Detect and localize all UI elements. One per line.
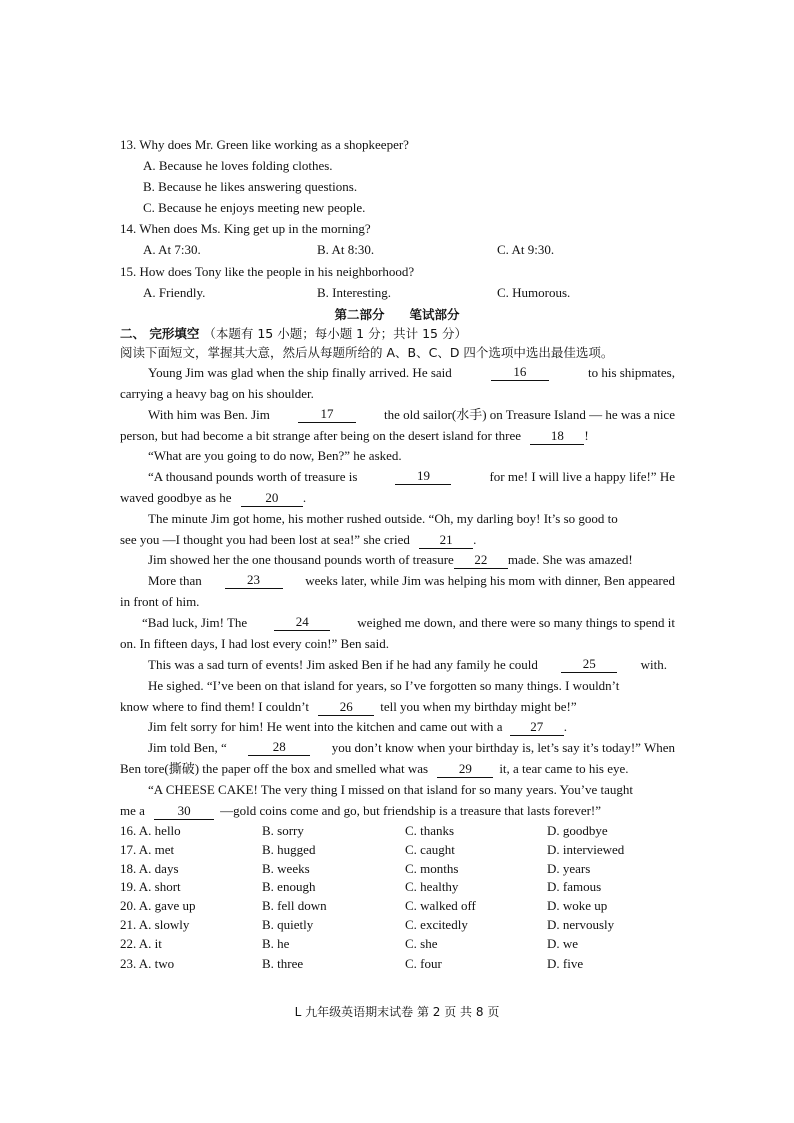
- passage-line: The minute Jim got home, his mother rushed outside. “Oh, my darling boy! It’s so good to: [148, 511, 618, 526]
- question-14-option-b: B. At 8:30.: [317, 242, 375, 257]
- choice-18-d: D. years: [547, 861, 591, 876]
- passage-line: Jim felt sorry for him! He went into the kitchen and came out with a 27 .: [148, 719, 568, 734]
- passage-line: on. In fifteen days, I had lost every coin!” Ben said.: [120, 636, 389, 651]
- passage-line: “A thousand pounds worth of treasure is 19 for me! I will live a happy life!” He: [148, 468, 675, 484]
- question-15-option-a: A. Friendly.: [143, 285, 206, 300]
- section-note: （本题有 15 小题；每小题 1 分；共计 15 分）: [203, 326, 467, 341]
- choice-20-a: 20. A. gave up: [120, 898, 196, 913]
- choice-20-d: D. woke up: [547, 898, 608, 913]
- choice-21-c: C. excitedly: [405, 917, 468, 932]
- blank-27: 27: [510, 720, 564, 736]
- question-14-option-a: A. At 7:30.: [143, 242, 201, 257]
- question-13-option-a: A. Because he loves folding clothes.: [143, 158, 333, 173]
- blank-16: 16: [491, 365, 549, 381]
- blank-26: 26: [318, 700, 374, 716]
- passage-line: With him was Ben. Jim 17 the old sailor(水手) on Treasure Island — he was a nice: [148, 406, 675, 422]
- choice-22-d: D. we: [547, 936, 579, 951]
- question-15-option-b: B. Interesting.: [317, 285, 392, 300]
- passage-line: “Bad luck, Jim! The 24 weighed me down, and there were so many things to spend it: [142, 614, 675, 630]
- blank-23: 23: [225, 573, 283, 589]
- choice-16-c: C. thanks: [405, 823, 455, 838]
- choice-23-b: B. three: [262, 956, 304, 971]
- blank-30: 30: [154, 804, 214, 820]
- blank-22: 22: [454, 553, 508, 569]
- choice-20-b: B. fell down: [262, 898, 327, 913]
- choice-16-a: 16. A. hello: [120, 823, 181, 838]
- choice-22-c: C. she: [405, 936, 438, 951]
- choice-22-b: B. he: [262, 936, 290, 951]
- question-15: 15. How does Tony like the people in his neighborhood?: [120, 264, 415, 279]
- blank-24: 24: [274, 615, 330, 631]
- passage-line: He sighed. “I’ve been on that island for years, so I’ve forgotten so many things. I wouldn’t: [148, 678, 620, 693]
- question-14-option-c: C. At 9:30.: [497, 242, 555, 257]
- choice-17-c: C. caught: [405, 842, 455, 857]
- choice-19-b: B. enough: [262, 879, 316, 894]
- choice-19-a: 19. A. short: [120, 879, 181, 894]
- blank-28: 28: [248, 740, 310, 756]
- page-footer: L 九年级英语期末试卷 第 2 页 共 8 页: [294, 1005, 500, 1019]
- passage-line: know where to find them! I couldn’t 26 tell you when my birthday might be!”: [120, 699, 577, 714]
- passage-line: “A CHEESE CAKE! The very thing I missed on that island for so many years. You’ve taught: [148, 782, 634, 797]
- passage-line: see you —I thought you had been lost at sea!” she cried 21 .: [120, 532, 477, 547]
- choice-20-c: C. walked off: [405, 898, 476, 913]
- choice-18-a: 18. A. days: [120, 861, 179, 876]
- choice-19-d: D. famous: [547, 879, 602, 894]
- question-13-option-b: B. Because he likes answering questions.: [143, 179, 358, 194]
- choice-17-a: 17. A. met: [120, 842, 175, 857]
- choice-17-d: D. interviewed: [547, 842, 625, 857]
- passage-line: carrying a heavy bag on his shoulder.: [120, 386, 314, 401]
- blank-20: 20: [241, 491, 303, 507]
- choice-22-a: 22. A. it: [120, 936, 162, 951]
- blank-19: 19: [395, 469, 451, 485]
- blank-29: 29: [437, 762, 493, 778]
- passage-line: Jim told Ben, “ 28 you don’t know when your birthday is, let’s say it’s today!” When: [148, 739, 675, 755]
- choice-18-b: B. weeks: [262, 861, 310, 876]
- passage-line: me a 30 —gold coins come and go, but friendship is a treasure that lasts forever!”: [120, 803, 602, 818]
- question-15-option-c: C. Humorous.: [497, 285, 571, 300]
- section-header: [120, 326, 467, 342]
- passage-line: Ben tore(撕破) the paper off the box and smelled what was 29 it, a tear came to his eye.: [120, 761, 629, 776]
- choice-23-a: 23. A. two: [120, 956, 175, 971]
- passage-line: This was a sad turn of events! Jim asked Ben if he had any family he could 25 with.: [148, 656, 667, 672]
- blank-17: 17: [298, 407, 356, 423]
- passage-line: person, but had become a bit strange after being on the desert island for three 18 !: [120, 428, 589, 443]
- passage-line: More than 23 weeks later, while Jim was helping his mom with dinner, Ben appeared: [148, 572, 675, 588]
- question-14: 14. When does Ms. King get up in the morning?: [120, 221, 371, 236]
- choice-21-d: D. nervously: [547, 917, 615, 932]
- section-title: 二、 完形填空: [120, 326, 200, 341]
- instructions: 阅读下面短文，掌握其大意，然后从每题所给的 A、B、C、D 四个选项中选出最佳选项。: [120, 345, 614, 360]
- question-13: 13. Why does Mr. Green like working as a shopkeeper?: [120, 137, 409, 152]
- passage-line: Young Jim was glad when the ship finally arrived. He said 16 to his shipmates,: [148, 364, 675, 380]
- question-13-option-c: C. Because he enjoys meeting new people.: [143, 200, 366, 215]
- choice-16-b: B. sorry: [262, 823, 304, 838]
- choice-21-b: B. quietly: [262, 917, 314, 932]
- choice-16-d: D. goodbye: [547, 823, 608, 838]
- blank-21: 21: [419, 533, 473, 549]
- blank-18: 18: [530, 429, 584, 445]
- passage-line: Jim showed her the one thousand pounds worth of treasure 22 made. She was amazed!: [148, 552, 633, 567]
- part2-title: 第二部分 笔试部分: [334, 307, 460, 322]
- passage-line: in front of him.: [120, 594, 200, 609]
- choice-21-a: 21. A. slowly: [120, 917, 190, 932]
- blank-25: 25: [561, 657, 617, 673]
- choice-19-c: C. healthy: [405, 879, 459, 894]
- choice-23-c: C. four: [405, 956, 442, 971]
- choice-18-c: C. months: [405, 861, 459, 876]
- choice-17-b: B. hugged: [262, 842, 316, 857]
- passage-line: “What are you going to do now, Ben?” he asked.: [148, 448, 402, 463]
- passage-line: waved goodbye as he 20 .: [120, 490, 307, 505]
- choice-23-d: D. five: [547, 956, 584, 971]
